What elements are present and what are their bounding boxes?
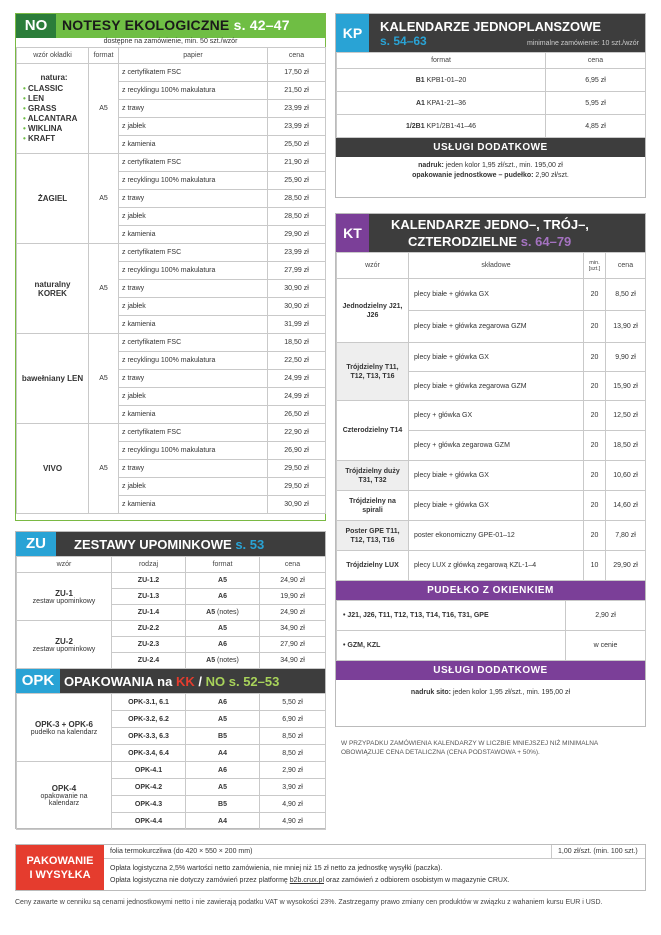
zestawy-header (16, 532, 325, 556)
notes-paper: z jabłek (119, 298, 268, 316)
notes-paper: z kamienia (119, 316, 268, 334)
notesy-tag: NO (16, 14, 56, 38)
kt-title-line1: KALENDARZE JEDNO–, TRÓJ–, (391, 217, 589, 232)
kp-service1-label: nadruk: (418, 162, 444, 169)
kp-format-size: 1/2B1 (405, 122, 425, 130)
zestawy-tag: ZU (16, 532, 56, 556)
zestaw-format (186, 605, 260, 621)
opakowanie-kind: OPK-4.4 (112, 813, 186, 830)
notes-model: ŻAGIEL (17, 154, 89, 244)
opakowanie-format: A6 (186, 762, 260, 779)
kt-row (337, 279, 646, 311)
notes-format: A5 (89, 244, 119, 334)
notes-price: 23,99 zł (268, 100, 326, 118)
opakowanie-kind: OPK-3.4, 6.4 (112, 745, 186, 762)
kt-model: Trójdzielny na spirali (337, 491, 409, 521)
kt-price: 18,50 zł (606, 431, 646, 461)
col-header: rodzaj (112, 557, 186, 573)
opakowanie-format: A4 (186, 813, 260, 830)
kp-format (337, 92, 546, 115)
kt-component: plecy + główka zegarowa GZM (409, 431, 584, 461)
notes-price: 30,90 zł (268, 280, 326, 298)
opakowanie-format: B5 (186, 796, 260, 813)
kp-title: KALENDARZE JEDNOPLANSZOWE (380, 19, 602, 34)
zestaw-model-desc: zestaw upominkowy (32, 645, 96, 653)
kp-pages: s. 54–63 (380, 34, 427, 48)
notes-paper: z certyfikatem FSC (119, 424, 268, 442)
kt-min: 20 (584, 521, 606, 551)
b2b-link[interactable]: b2b.crux.pl (289, 877, 325, 884)
kt-price: 12,50 zł (606, 401, 646, 431)
opakowanie-price: 2,90 zł (260, 762, 326, 779)
notes-variant-name: ALCANTARA (27, 114, 78, 123)
opakowanie-model-name: OPK-3 + OPK-6 (34, 719, 93, 729)
kt-price: 9,90 zł (606, 343, 646, 372)
kt-min: 20 (584, 279, 606, 311)
notes-row (17, 424, 326, 442)
notes-format: A5 (89, 64, 119, 154)
kt-component: plecy białe + główka zegarowa GZM (409, 311, 584, 343)
kalendarze-trojdzielne-section (335, 213, 646, 727)
kt-title-line2-text: CZTERODZIELNE (408, 234, 518, 249)
zestaw-kind: ZU-2.2 (112, 621, 186, 637)
notes-price: 23,99 zł (268, 118, 326, 136)
notes-price: 25,50 zł (268, 136, 326, 154)
col-header: cena (546, 53, 646, 69)
pakowanie-title-line1: PAKOWANIE (26, 855, 94, 867)
opakowanie-kind: OPK-4.1 (112, 762, 186, 779)
opakowania-pages: s. 52–53 (228, 674, 280, 689)
notes-price: 29,50 zł (268, 478, 326, 496)
zestaw-format-value: A5 (206, 657, 216, 664)
opakowanie-kind: OPK-4.3 (112, 796, 186, 813)
bullet-icon: • (23, 114, 28, 123)
opakowanie-price: 6,90 zł (260, 711, 326, 728)
notes-paper: z certyfikatem FSC (119, 154, 268, 172)
kt-min: 20 (584, 491, 606, 521)
notes-paper: z kamienia (119, 136, 268, 154)
zestaw-kind: ZU-1.3 (112, 589, 186, 605)
kt-model: Czterodzielny T14 (337, 401, 409, 461)
zestaw-format (186, 621, 260, 637)
notes-row (17, 244, 326, 262)
notes-price: 30,90 zł (268, 496, 326, 514)
zestaw-price: 24,90 zł (260, 605, 326, 621)
notes-price: 17,50 zł (268, 64, 326, 82)
kt-service-label: nadruk sito: (410, 689, 451, 696)
kalendarze-jednoplanszowe-section (335, 13, 646, 198)
notes-variant-name: KRAFT (28, 134, 56, 143)
notes-format: A5 (89, 334, 119, 424)
pakowanie-logistyka-line2 (110, 875, 510, 887)
notes-paper: z kamienia (119, 406, 268, 424)
zestaw-kind: ZU-1.4 (112, 605, 186, 621)
zestaw-kind: ZU-2.3 (112, 637, 186, 653)
kt-pages: s. 64–79 (520, 234, 572, 249)
notes-paper: z trawy (119, 370, 268, 388)
zestaw-model-name: ZU-1 (55, 588, 73, 598)
notes-paper: z recyklingu 100% makulatura (119, 172, 268, 190)
kt-model: Jednodzielny J21, J26 (337, 279, 409, 343)
zestaw-format-value: A5 (218, 625, 227, 632)
kp-service2-text: 2,90 zł/szt. (535, 172, 569, 179)
opakowanie-row (17, 694, 326, 711)
kt-service-text: jeden kolor 1,95 zł/szt., min. 195,00 zł (452, 689, 571, 696)
opakowanie-format: A5 (186, 711, 260, 728)
kt-price: 14,60 zł (606, 491, 646, 521)
kp-row (337, 69, 646, 92)
opakowanie-price: 8,50 zł (260, 745, 326, 762)
zestaw-format (186, 653, 260, 669)
notes-price: 28,50 zł (268, 208, 326, 226)
kp-row (337, 115, 646, 138)
zestaw-model-name: ZU-2 (55, 636, 73, 646)
kt-min: 20 (584, 343, 606, 372)
zestaw-price: 34,90 zł (260, 621, 326, 637)
kt-services-title: USŁUGI DODATKOWE (336, 661, 645, 680)
zestawy-title-text: ZESTAWY UPOMINKOWE (74, 537, 232, 552)
kt-price: 7,80 zł (606, 521, 646, 551)
zestaw-format-note: (notes) (217, 609, 239, 616)
kt-price: 29,90 zł (606, 551, 646, 581)
opakowanie-price: 4,90 zł (260, 796, 326, 813)
opakowanie-format: A5 (186, 779, 260, 796)
pakowanie-logistyka-text: Opłata logistyczna nie dotyczy zamówień przez platformę (110, 877, 288, 884)
notes-price: 22,50 zł (268, 352, 326, 370)
kt-row (337, 461, 646, 491)
notes-paper: z jabłek (119, 118, 268, 136)
zestaw-price: 34,90 zł (260, 653, 326, 669)
opakowanie-row (17, 762, 326, 779)
pakowanie-tag (16, 845, 104, 890)
notes-paper: z trawy (119, 190, 268, 208)
kt-min: 20 (584, 311, 606, 343)
notes-format: A5 (89, 154, 119, 244)
notes-variant (23, 114, 85, 124)
notes-model: bawełniany LEN (17, 334, 89, 424)
kp-subtitle: minimalne zamówienie: 10 szt./wzór (526, 40, 639, 47)
col-header: format (186, 557, 260, 573)
notesy-subtitle: dostępne na zamówienie, min. 50 szt./wzór (103, 38, 238, 45)
kp-format-code: KPA1-21–36 (426, 99, 467, 107)
notes-price: 23,99 zł (268, 244, 326, 262)
kt-model: Poster GPE T11, T12, T13, T16 (337, 521, 409, 551)
notes-price: 30,90 zł (268, 298, 326, 316)
pakowanie-logistyka-text2: oraz zamówień z odbiorem osobistym w magazynie CRUX. (325, 877, 510, 884)
opakowanie-format: A4 (186, 745, 260, 762)
zestaw-format-value: A5 (218, 577, 227, 584)
notes-price: 24,99 zł (268, 388, 326, 406)
notes-paper: z jabłek (119, 388, 268, 406)
kt-price: 13,90 zł (606, 311, 646, 343)
notes-price: 24,99 zł (268, 370, 326, 388)
zestaw-format (186, 589, 260, 605)
opakowanie-model (17, 762, 112, 830)
kp-service2-label: opakowanie jednostkowe – pudełko: (412, 172, 534, 179)
pakowanie-folia-label: folia termokurczliwa (do 420 × 550 × 200 mm) (110, 848, 253, 855)
zestaw-price: 19,90 zł (260, 589, 326, 605)
opakowania-table (16, 693, 326, 830)
kt-box-price: w cenie (566, 631, 646, 661)
kp-price: 4,85 zł (546, 115, 646, 138)
opakowanie-model-name: OPK-4 (51, 784, 77, 793)
opakowania-no: NO (205, 674, 226, 689)
col-header: format (89, 48, 119, 64)
kp-price: 6,95 zł (546, 69, 646, 92)
kt-min: 20 (584, 431, 606, 461)
pakowanie-folia-value: 1,00 zł/szt. (min. 100 szt.) (551, 845, 645, 858)
kp-format-code: KP1/2B1-41–46 (426, 122, 477, 130)
kt-min: 20 (584, 401, 606, 431)
kp-format (337, 115, 546, 138)
notes-variant (23, 124, 85, 134)
opakowanie-kind: OPK-3.1, 6.1 (112, 694, 186, 711)
opakowania-title-text: OPAKOWANIA na (64, 674, 173, 689)
kt-title-line2 (408, 234, 571, 249)
notes-price: 18,50 zł (268, 334, 326, 352)
notes-paper: z certyfikatem FSC (119, 64, 268, 82)
notesy-title (62, 17, 290, 33)
zestaw-model (17, 573, 112, 621)
notes-paper: z jabłek (119, 208, 268, 226)
notes-paper: z certyfikatem FSC (119, 334, 268, 352)
notes-paper: z trawy (119, 280, 268, 298)
notes-model: VIVO (17, 424, 89, 514)
kt-box-row (337, 631, 646, 661)
notes-model: naturalny KOREK (17, 244, 89, 334)
kt-table (336, 252, 646, 581)
kt-box-models: • GZM, KZL (337, 631, 566, 661)
notes-price: 21,50 zł (268, 82, 326, 100)
footer-note: Ceny zawarte w cenniku są cenami jednostkowymi netto i nie zawierają podatku VAT w wysokości 23%. Zastrzegamy prawo zmiany cen produktów w związku z wahaniem kursu EUR i USD. (15, 899, 603, 906)
col-header: cena (606, 253, 646, 279)
col-header: papier (119, 48, 268, 64)
notes-row (17, 154, 326, 172)
kt-component: plecy białe + główka GX (409, 491, 584, 521)
notes-model (17, 64, 89, 154)
opakowanie-kind: OPK-3.3, 6.3 (112, 728, 186, 745)
opakowanie-price: 8,50 zł (260, 728, 326, 745)
zestaw-format (186, 573, 260, 589)
kt-component: plecy białe + główka GX (409, 343, 584, 372)
notes-variant (23, 104, 85, 114)
col-header: min. [szt.] (584, 253, 606, 279)
kt-component: poster ekonomiczny GPE-01–12 (409, 521, 584, 551)
bullet-icon: • (23, 94, 29, 103)
opakowania-header (16, 669, 325, 693)
zestaw-kind: ZU-1.2 (112, 573, 186, 589)
notes-paper: z trawy (119, 460, 268, 478)
kt-price: 8,50 zł (606, 279, 646, 311)
col-header: składowe (409, 253, 584, 279)
zestaw-row (17, 573, 326, 589)
kt-box-row (337, 601, 646, 631)
kp-table (336, 52, 646, 138)
notes-variant-name: CLASSIC (28, 84, 64, 93)
notes-row (17, 334, 326, 352)
zestaw-price: 27,90 zł (260, 637, 326, 653)
kt-row (337, 551, 646, 581)
opakowania-kk: KK (175, 674, 195, 689)
zestawy-title (74, 537, 264, 552)
kp-services-title: USŁUGI DODATKOWE (336, 138, 645, 157)
zestawy-table (16, 556, 326, 669)
kp-format-size: A1 (415, 99, 425, 107)
opakowanie-kind: OPK-3.2, 6.2 (112, 711, 186, 728)
notes-price: 26,90 zł (268, 442, 326, 460)
opakowanie-model-desc: pudełko na kalendarz (30, 728, 98, 736)
kt-component: plecy białe + główka GX (409, 279, 584, 311)
kt-minimum-note: W PRZYPADKU ZAMÓWIENIA KALENDARZY W LICZBIE MNIEJSZEJ NIŻ MINIMALNA OBOWIĄZUJE CENA DETALICZNA (CENA PODSTAWOWA + 50%). (341, 740, 598, 756)
col-header: format (337, 53, 546, 69)
pakowanie-row-folia (104, 845, 645, 859)
notes-paper: z recyklingu 100% makulatura (119, 352, 268, 370)
zestaw-row (17, 621, 326, 637)
notes-variant (23, 84, 85, 94)
kp-price: 5,95 zł (546, 92, 646, 115)
kt-price: 10,60 zł (606, 461, 646, 491)
col-header: cena (268, 48, 326, 64)
opakowania-title (64, 674, 279, 689)
notes-variant-name: GRASS (28, 104, 57, 113)
pakowanie-section (15, 844, 646, 891)
opakowanie-price: 3,90 zł (260, 779, 326, 796)
zestaw-format-value: A5 (206, 609, 216, 616)
notesy-header (16, 14, 325, 47)
opakowanie-kind: OPK-4.2 (112, 779, 186, 796)
opakowanie-model-desc: opakowanie na kalendarz (40, 793, 88, 807)
kt-row (337, 343, 646, 372)
kt-model: Trójdzielny duży T31, T32 (337, 461, 409, 491)
notes-variant (23, 134, 85, 144)
kt-row (337, 521, 646, 551)
col-header: cena (260, 557, 326, 573)
zestaw-format-value: A6 (218, 641, 227, 648)
bullet-icon: • (23, 134, 29, 143)
notes-price: 29,90 zł (268, 226, 326, 244)
kt-header (336, 214, 645, 252)
notes-price: 29,50 zł (268, 460, 326, 478)
kp-services-note (336, 157, 645, 181)
notes-paper: z kamienia (119, 226, 268, 244)
notes-price: 28,50 zł (268, 190, 326, 208)
kt-row (337, 401, 646, 431)
zestaw-model-desc: zestaw upominkowy (32, 597, 96, 605)
bullet-icon: • (23, 84, 29, 93)
kt-component: plecy białe + główka GX (409, 461, 584, 491)
notes-paper: z certyfikatem FSC (119, 244, 268, 262)
kt-component: plecy LUX z główką zegarową KZL-1–4 (409, 551, 584, 581)
kt-services-note (336, 680, 645, 698)
zestawy-section (15, 531, 326, 829)
zestaw-format-note: (notes) (217, 657, 239, 664)
kt-component: plecy białe + główka zegarowa GZM (409, 372, 584, 401)
notes-price: 27,99 zł (268, 262, 326, 280)
notes-price: 31,99 zł (268, 316, 326, 334)
notesy-title-text: NOTESY EKOLOGICZNE (62, 17, 230, 33)
kt-component: plecy + główka GX (409, 401, 584, 431)
notes-format: A5 (89, 424, 119, 514)
opakowania-tag: OPK (16, 669, 60, 693)
opakowanie-format: B5 (186, 728, 260, 745)
kt-row (337, 491, 646, 521)
notesy-table (16, 47, 326, 514)
notes-row (17, 64, 326, 82)
notes-paper: z recyklingu 100% makulatura (119, 82, 268, 100)
notes-variant-name: LEN (28, 94, 45, 103)
notes-model-name: natura: (40, 73, 68, 82)
notes-paper: z trawy (119, 100, 268, 118)
kp-service1-text: jeden kolor 1,95 zł/szt., min. 195,00 zł (445, 162, 563, 169)
notes-paper: z recyklingu 100% makulatura (119, 442, 268, 460)
kt-tag: KT (336, 214, 369, 252)
kt-min: 10 (584, 551, 606, 581)
col-header: wzór (17, 557, 112, 573)
notes-variant (23, 94, 85, 104)
notes-paper: z kamienia (119, 496, 268, 514)
notesy-pages: s. 42–47 (233, 17, 290, 33)
kt-model: Trójdzielny LUX (337, 551, 409, 581)
zestaw-price: 24,90 zł (260, 573, 326, 589)
notesy-section (15, 13, 326, 521)
opakowania-sep: / (198, 674, 202, 689)
zestaw-format-value: A6 (218, 593, 227, 600)
notes-paper: z jabłek (119, 478, 268, 496)
col-header: wzór okładki (17, 48, 89, 64)
col-header: wzór (337, 253, 409, 279)
pakowanie-logistyka-line1: Opłata logistyczna 2,5% wartości netto zamówienia, nie mniej niż 15 zł netto za jednostkę wysyłki (paczka). (110, 865, 443, 872)
opakowanie-model (17, 694, 112, 762)
notes-paper: z recyklingu 100% makulatura (119, 262, 268, 280)
kp-format (337, 69, 546, 92)
kt-model: Trójdzielny T11, T12, T13, T16 (337, 343, 409, 401)
bullet-icon: • (23, 104, 29, 113)
zestaw-format (186, 637, 260, 653)
opakowanie-price: 5,50 zł (260, 694, 326, 711)
kt-price: 15,90 zł (606, 372, 646, 401)
bullet-icon: • (23, 124, 29, 133)
notes-variant-name: WIKLINA (28, 124, 63, 133)
zestaw-model (17, 621, 112, 669)
kt-box-title: PUDEŁKO Z OKIENKIEM (336, 581, 645, 600)
kp-format-size: B1 (415, 76, 425, 84)
kp-format-code: KPB1-01–20 (426, 76, 467, 84)
notes-price: 21,90 zł (268, 154, 326, 172)
pakowanie-title-line2: I WYSYŁKA (29, 869, 91, 881)
zestawy-pages: s. 53 (235, 537, 265, 552)
kp-row (337, 92, 646, 115)
kt-box-table (336, 600, 646, 661)
kt-min: 20 (584, 461, 606, 491)
notes-price: 22,90 zł (268, 424, 326, 442)
zestaw-kind: ZU-2.4 (112, 653, 186, 669)
kt-box-price: 2,90 zł (566, 601, 646, 631)
kt-min: 20 (584, 372, 606, 401)
kp-header (336, 14, 645, 52)
notes-price: 26,50 zł (268, 406, 326, 424)
opakowanie-format: A6 (186, 694, 260, 711)
kp-tag: KP (336, 14, 369, 52)
pakowanie-row-logistyka (110, 863, 510, 887)
kt-box-models: • J21, J26, T11, T12, T13, T14, T16, T31, GPE (337, 601, 566, 631)
notes-price: 25,90 zł (268, 172, 326, 190)
opakowanie-price: 4,90 zł (260, 813, 326, 830)
